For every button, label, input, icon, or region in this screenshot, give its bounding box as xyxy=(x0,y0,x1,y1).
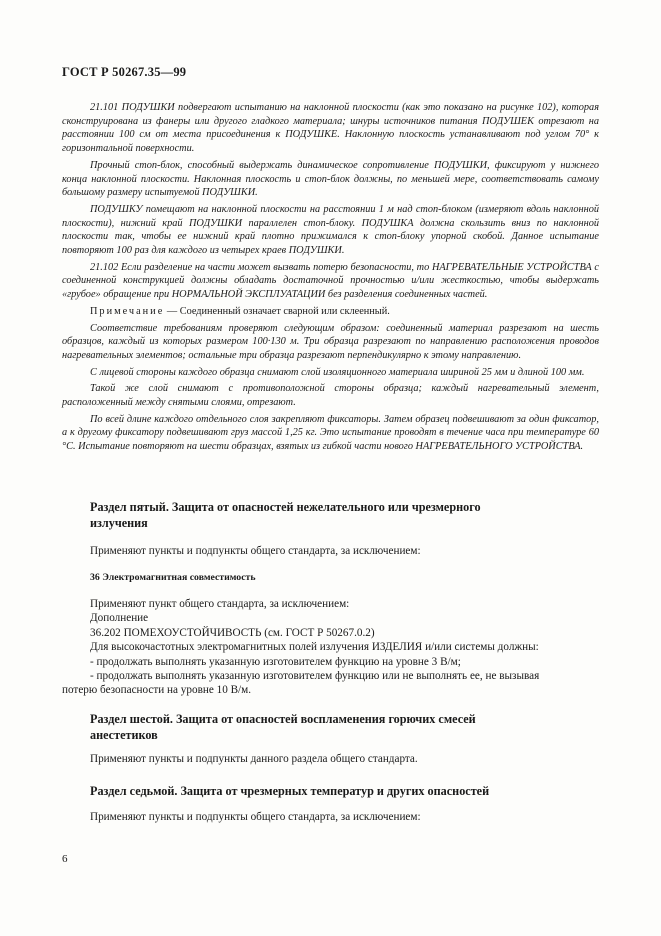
clause-36-line: 36.202 ПОМЕХОУСТОЙЧИВОСТЬ (см. ГОСТ Р 50267.0.2) xyxy=(90,626,375,639)
paragraph-21-102: 21.102 Если разделение на части может вызвать потерю безопасности, то НАГРЕВАТЕЛЬНЫЕ УСТРОЙСТВА с соединенной конструкцией должны обладать достаточной прочностью и/или жесткостью, чтобы выдержать «грубое» обращение при НОРМАЛЬНОЙ ЭКСПЛУАТАЦИИ без разделения соединенных частей. xyxy=(62,261,599,301)
section-6-title: Раздел шестой. Защита от опасностей воспламенения горючих смесей анестетиков xyxy=(90,712,476,742)
paragraph-fixators: По всей длине каждого отдельного слоя закрепляют фиксаторы. Затем образец подвешивают за один фиксатор, а к другому фиксатору подвешивают груз массой 1,25 кг. Это испытание проводят в течение часа при температуре 60 °С. Испытание повторяют на шести образцах, взятых из гибкой части нового НАГРЕВАТЕЛЬНОГО УСТРОЙСТВА. xyxy=(62,413,599,453)
clause-36-heading: 36 Электромагнитная совместимость xyxy=(90,572,256,583)
note-paragraph xyxy=(62,305,599,319)
clause-36-line: - продолжать выполнять указанную изготовителем функцию или не выполнять ее, не вызывая xyxy=(90,670,540,683)
section-7-title: Раздел седьмой. Защита от чрезмерных температур и других опасностей xyxy=(90,784,490,798)
test-description-block xyxy=(62,101,599,457)
section-5-title: Раздел пятый. Защита от опасностей нежелательного или чрезмерного излучения xyxy=(90,500,481,530)
paragraph-stop-block: Прочный стоп-блок, способный выдержать динамическое сопротивление ПОДУШКИ, фиксируют у нижнего конца наклонной плоскости. Наклонная плоскость и стоп-блок должны, по меньшей мере, соответствовать самому большому размеру испытуемой ПОДУШКИ. xyxy=(62,159,599,199)
clause-36-line: - продолжать выполнять указанную изготовителем функцию на уровне 3 В/м; xyxy=(90,655,461,668)
paragraph-21-101: 21.101 ПОДУШКИ подвергают испытанию на наклонной плоскости (как это показано на рисунке 102), которая сконструирована из фанеры или другого гладкого материала; шнуры источников питания ПОДУШЕК отрезают на расстоянии 100 см от места присоединения к ПОДУШКЕ. Наклонную плоскость устанавливают под углом 70° к горизонтальной поверхности. xyxy=(62,102,599,155)
section-7-text: Применяют пункты и подпункты общего стандарта, за исключением: xyxy=(90,811,421,823)
page-number: 6 xyxy=(62,853,68,865)
section-5-text: Применяют пункты и подпункты общего стандарта, за исключением: xyxy=(90,545,421,557)
note-text: — Соединенный означает сварной или склеенный. xyxy=(164,305,390,317)
document-header: ГОСТ Р 50267.35—99 xyxy=(62,65,187,79)
clause-36-line: Применяют пункт общего стандарта, за исключением: xyxy=(90,598,350,610)
paragraph-cushion-placement: ПОДУШКУ помещают на наклонной плоскости на расстоянии 1 м над стоп-блоком (измеряют вдоль наклонной плоскости), нижний край ПОДУШКИ параллелен стоп-блоку. ПОДУШКА должна скользить вниз по наклонной плоскости так, чтобы ее нижний край плотно прижимался к стоп-блоку упорной скобой. Данное испытание повторяют 100 раз для каждого из четырех краев ПОДУШКИ. xyxy=(62,203,599,257)
note-label: Примечание xyxy=(90,305,165,317)
paragraph-front-side: С лицевой стороны каждого образца снимают слой изоляционного материала шириной 25 мм и длиной 100 мм. xyxy=(90,366,585,378)
clause-36-line: Дополнение xyxy=(90,612,149,625)
paragraph-compliance: Соответствие требованиям проверяют следующим образом: соединенный материал разрезают на шесть образцов, каждый из которых размером 100·130 м. Три образца разрезают по направлению расположения проводов нагревательных элементов; остальные три образца разрезают перпендикулярно к этому направлению. xyxy=(62,322,599,361)
clause-36-body xyxy=(62,597,599,698)
paragraph-opposite-side: Такой же слой снимают с противоположной стороны образца; каждый нагревательный элемент, расположенный между снятыми слоями, отрезают. xyxy=(62,383,599,409)
section-6-text: Применяют пункты и подпункты данного раздела общего стандарта. xyxy=(90,753,418,765)
clause-36-line: потерю безопасности на уровне 10 В/м. xyxy=(62,684,252,697)
clause-36-line: Для высокочастотных электромагнитных полей излучения ИЗДЕЛИЯ и/или системы должны: xyxy=(90,641,539,654)
